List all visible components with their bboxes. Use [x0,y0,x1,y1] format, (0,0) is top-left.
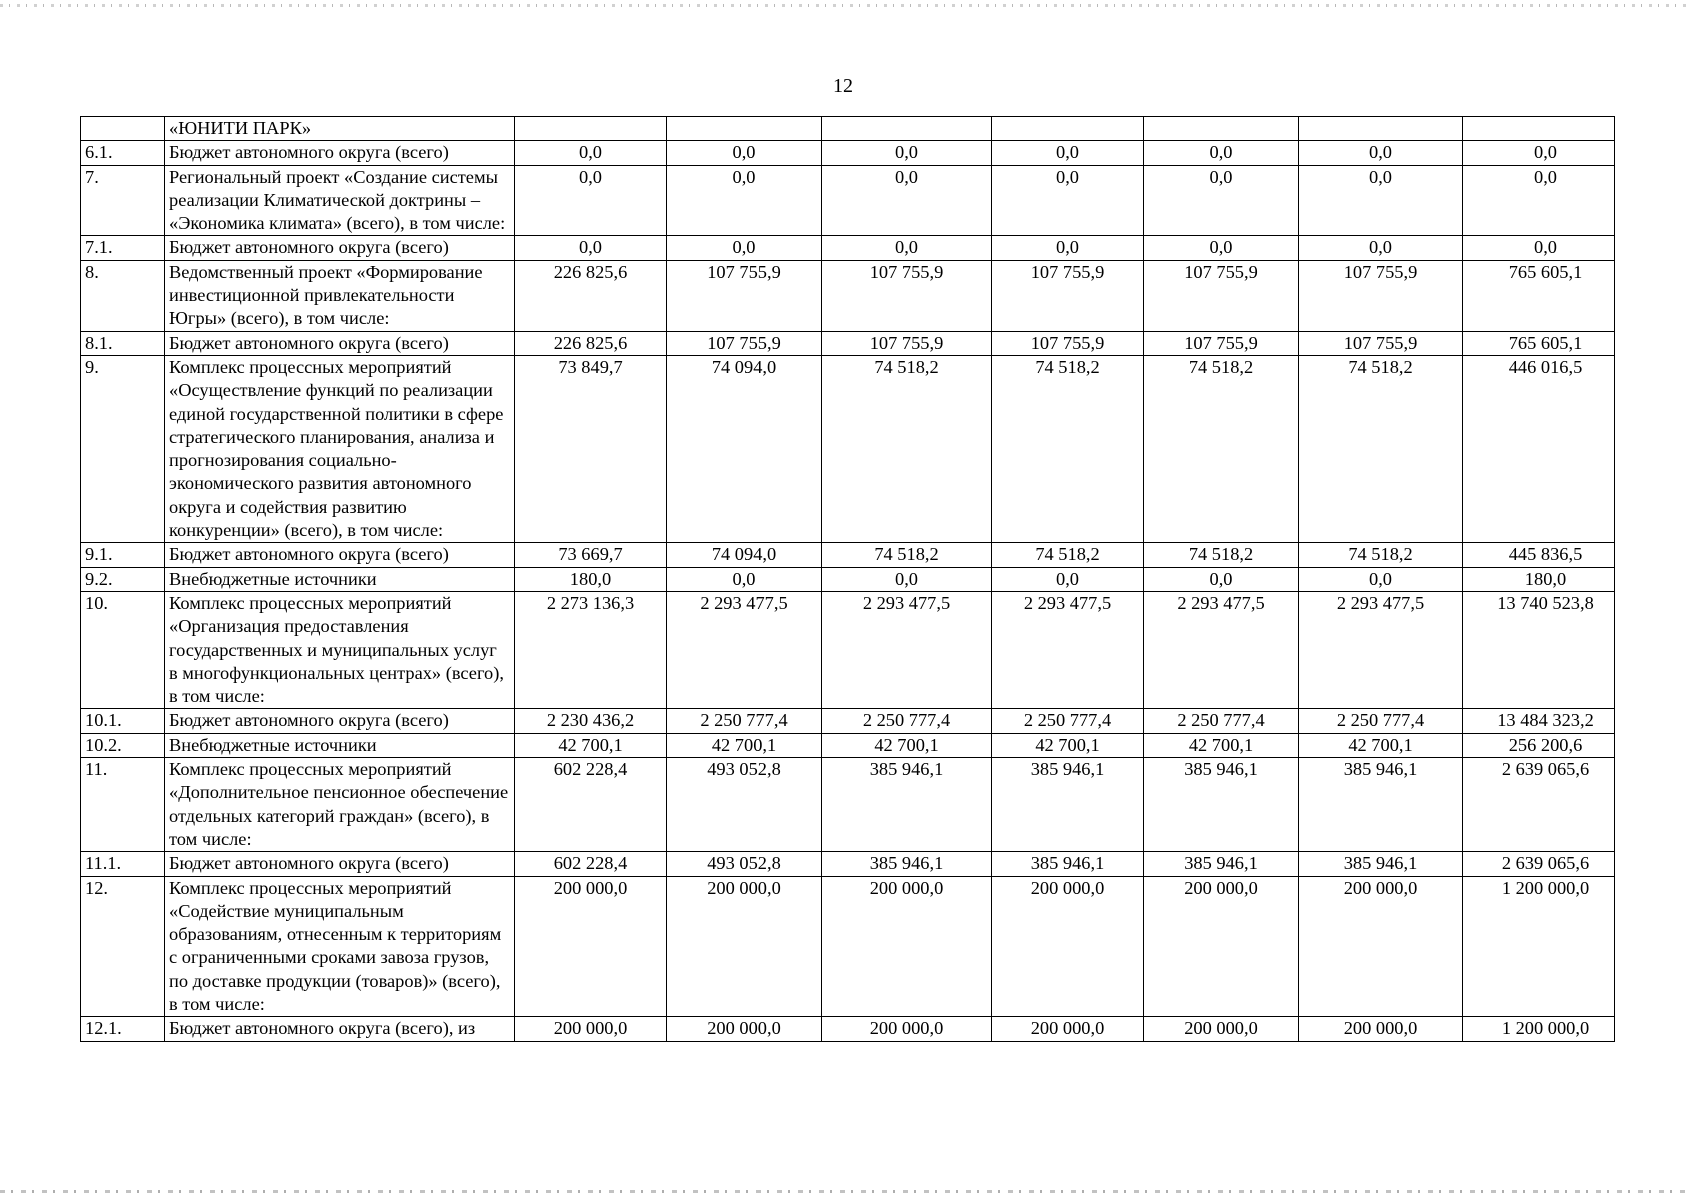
row-total-value [1463,117,1615,141]
row-total-value: 2 639 065,6 [1463,852,1615,876]
row-number: 11.1. [81,852,165,876]
row-value: 200 000,0 [992,1017,1144,1041]
table-row [81,165,1615,236]
row-number: 6.1. [81,141,165,165]
row-total-value: 13 740 523,8 [1463,591,1615,708]
row-value: 0,0 [1144,567,1299,591]
row-number: 12. [81,876,165,1017]
row-value: 385 946,1 [1144,852,1299,876]
row-value: 0,0 [992,165,1144,236]
row-value: 200 000,0 [1299,876,1463,1017]
row-name: Бюджет автономного округа (всего) [165,236,515,260]
row-name: «ЮНИТИ ПАРК» [165,117,515,141]
row-name: Комплекс процессных мероприятий «Осуществление функций по реализации единой государственной политики в сфере стратегического планирования, анализа и прогнозирования социально-экономического развития автономного округа и содействия развитию конкуренции» (всего), в том числе: [165,355,515,542]
scan-edge-bottom [0,1190,1686,1193]
row-number: 7. [81,165,165,236]
row-total-value: 1 200 000,0 [1463,1017,1615,1041]
row-value: 107 755,9 [992,331,1144,355]
row-number: 10.1. [81,709,165,733]
page-number: 12 [833,75,853,97]
row-value: 2 293 477,5 [1299,591,1463,708]
row-value: 0,0 [515,165,667,236]
row-number: 8. [81,260,165,331]
row-value [1299,117,1463,141]
scan-edge-top [0,4,1686,7]
row-value: 42 700,1 [1144,733,1299,757]
row-name: Бюджет автономного округа (всего) [165,543,515,567]
row-number [81,117,165,141]
row-value: 0,0 [1299,165,1463,236]
table-row [81,758,1615,852]
row-value: 2 293 477,5 [667,591,822,708]
row-value [1144,117,1299,141]
row-value: 200 000,0 [1144,1017,1299,1041]
row-value: 0,0 [822,236,992,260]
row-value: 74 518,2 [1144,543,1299,567]
table-row [81,709,1615,733]
row-value: 200 000,0 [667,876,822,1017]
table-body [81,117,1615,1042]
row-value: 107 755,9 [667,331,822,355]
row-value: 2 293 477,5 [992,591,1144,708]
row-value: 42 700,1 [1299,733,1463,757]
row-value: 107 755,9 [1144,331,1299,355]
row-value: 0,0 [515,236,667,260]
row-total-value: 180,0 [1463,567,1615,591]
row-value: 0,0 [667,141,822,165]
row-total-value: 0,0 [1463,165,1615,236]
row-value: 73 669,7 [515,543,667,567]
table-row [81,567,1615,591]
row-value: 602 228,4 [515,852,667,876]
row-value: 2 230 436,2 [515,709,667,733]
row-value: 0,0 [1144,165,1299,236]
row-name: Комплекс процессных мероприятий «Содействие муниципальным образованиям, отнесенным к территориям с ограниченными сроками завоза грузов, по доставке продукции (товаров)» (всего), в том числе: [165,876,515,1017]
row-value [992,117,1144,141]
row-value [515,117,667,141]
row-number: 9. [81,355,165,542]
row-value: 0,0 [1299,567,1463,591]
row-name: Комплекс процессных мероприятий «Дополнительное пенсионное обеспечение отдельных категорий граждан» (всего), в том числе: [165,758,515,852]
row-value: 385 946,1 [992,758,1144,852]
row-name: Комплекс процессных мероприятий «Организация предоставления государственных и муниципальных услуг в многофункциональных центрах» (всего), в том числе: [165,591,515,708]
table-row [81,1017,1615,1041]
row-value: 0,0 [515,141,667,165]
row-name: Внебюджетные источники [165,567,515,591]
row-value: 200 000,0 [1144,876,1299,1017]
row-number: 9.2. [81,567,165,591]
row-name: Бюджет автономного округа (всего) [165,141,515,165]
row-value: 0,0 [992,236,1144,260]
row-value: 2 250 777,4 [1299,709,1463,733]
row-value: 2 250 777,4 [992,709,1144,733]
budget-table [80,116,1615,1042]
table-row [81,260,1615,331]
row-value: 0,0 [992,567,1144,591]
row-value: 74 518,2 [822,355,992,542]
row-value: 385 946,1 [992,852,1144,876]
row-value: 0,0 [992,141,1144,165]
table-row [81,331,1615,355]
table-row [81,543,1615,567]
row-value: 74 518,2 [1299,543,1463,567]
row-value: 2 273 136,3 [515,591,667,708]
row-name: Бюджет автономного округа (всего) [165,709,515,733]
row-value: 200 000,0 [515,1017,667,1041]
row-total-value: 765 605,1 [1463,331,1615,355]
row-name: Бюджет автономного округа (всего) [165,852,515,876]
row-value: 0,0 [1299,236,1463,260]
row-value: 2 293 477,5 [1144,591,1299,708]
row-total-value: 1 200 000,0 [1463,876,1615,1017]
row-value: 2 250 777,4 [822,709,992,733]
row-total-value: 445 836,5 [1463,543,1615,567]
table-row [81,236,1615,260]
row-value: 107 755,9 [822,260,992,331]
row-number: 9.1. [81,543,165,567]
row-total-value: 0,0 [1463,141,1615,165]
row-value: 385 946,1 [1144,758,1299,852]
row-value: 226 825,6 [515,331,667,355]
row-value: 0,0 [1299,141,1463,165]
row-value: 385 946,1 [822,758,992,852]
row-value: 107 755,9 [992,260,1144,331]
row-name: Внебюджетные источники [165,733,515,757]
row-total-value: 765 605,1 [1463,260,1615,331]
row-value: 200 000,0 [822,1017,992,1041]
row-value: 0,0 [822,165,992,236]
row-value: 74 518,2 [992,355,1144,542]
row-value: 226 825,6 [515,260,667,331]
table-row [81,876,1615,1017]
row-total-value: 13 484 323,2 [1463,709,1615,733]
row-value: 200 000,0 [667,1017,822,1041]
row-value [822,117,992,141]
row-value: 0,0 [1144,236,1299,260]
table-row [81,117,1615,141]
row-value: 74 518,2 [992,543,1144,567]
row-value: 74 518,2 [1144,355,1299,542]
row-value: 73 849,7 [515,355,667,542]
row-value: 74 094,0 [667,543,822,567]
row-value: 385 946,1 [822,852,992,876]
table-row [81,591,1615,708]
row-value: 0,0 [822,567,992,591]
row-total-value: 0,0 [1463,236,1615,260]
row-value: 200 000,0 [992,876,1144,1017]
row-value: 2 250 777,4 [667,709,822,733]
row-number: 10.2. [81,733,165,757]
row-number: 11. [81,758,165,852]
row-number: 8.1. [81,331,165,355]
row-number: 7.1. [81,236,165,260]
row-value: 107 755,9 [1299,331,1463,355]
table-row [81,355,1615,542]
row-value: 107 755,9 [1299,260,1463,331]
row-total-value: 446 016,5 [1463,355,1615,542]
row-name: Региональный проект «Создание системы реализации Климатической доктрины – «Экономика климата» (всего), в том числе: [165,165,515,236]
row-value: 602 228,4 [515,758,667,852]
row-value: 42 700,1 [822,733,992,757]
row-value: 493 052,8 [667,758,822,852]
row-value: 200 000,0 [515,876,667,1017]
row-value: 74 094,0 [667,355,822,542]
row-value: 0,0 [667,165,822,236]
row-value: 42 700,1 [667,733,822,757]
row-value: 200 000,0 [1299,1017,1463,1041]
row-value [667,117,822,141]
row-value: 74 518,2 [822,543,992,567]
row-name: Бюджет автономного округа (всего), из [165,1017,515,1041]
row-value: 107 755,9 [822,331,992,355]
row-value: 180,0 [515,567,667,591]
row-value: 385 946,1 [1299,852,1463,876]
row-number: 10. [81,591,165,708]
row-name: Бюджет автономного округа (всего) [165,331,515,355]
table-row [81,141,1615,165]
row-total-value: 256 200,6 [1463,733,1615,757]
row-value: 107 755,9 [1144,260,1299,331]
row-number: 12.1. [81,1017,165,1041]
row-value: 107 755,9 [667,260,822,331]
row-total-value: 2 639 065,6 [1463,758,1615,852]
row-value: 0,0 [822,141,992,165]
row-value: 74 518,2 [1299,355,1463,542]
row-value: 2 250 777,4 [1144,709,1299,733]
table-row [81,852,1615,876]
row-value: 2 293 477,5 [822,591,992,708]
row-value: 493 052,8 [667,852,822,876]
row-value: 0,0 [1144,141,1299,165]
row-value: 200 000,0 [822,876,992,1017]
row-name: Ведомственный проект «Формирование инвестиционной привлекательности Югры» (всего), в том числе: [165,260,515,331]
row-value: 42 700,1 [515,733,667,757]
table-row [81,733,1615,757]
row-value: 0,0 [667,567,822,591]
row-value: 385 946,1 [1299,758,1463,852]
row-value: 0,0 [667,236,822,260]
row-value: 42 700,1 [992,733,1144,757]
